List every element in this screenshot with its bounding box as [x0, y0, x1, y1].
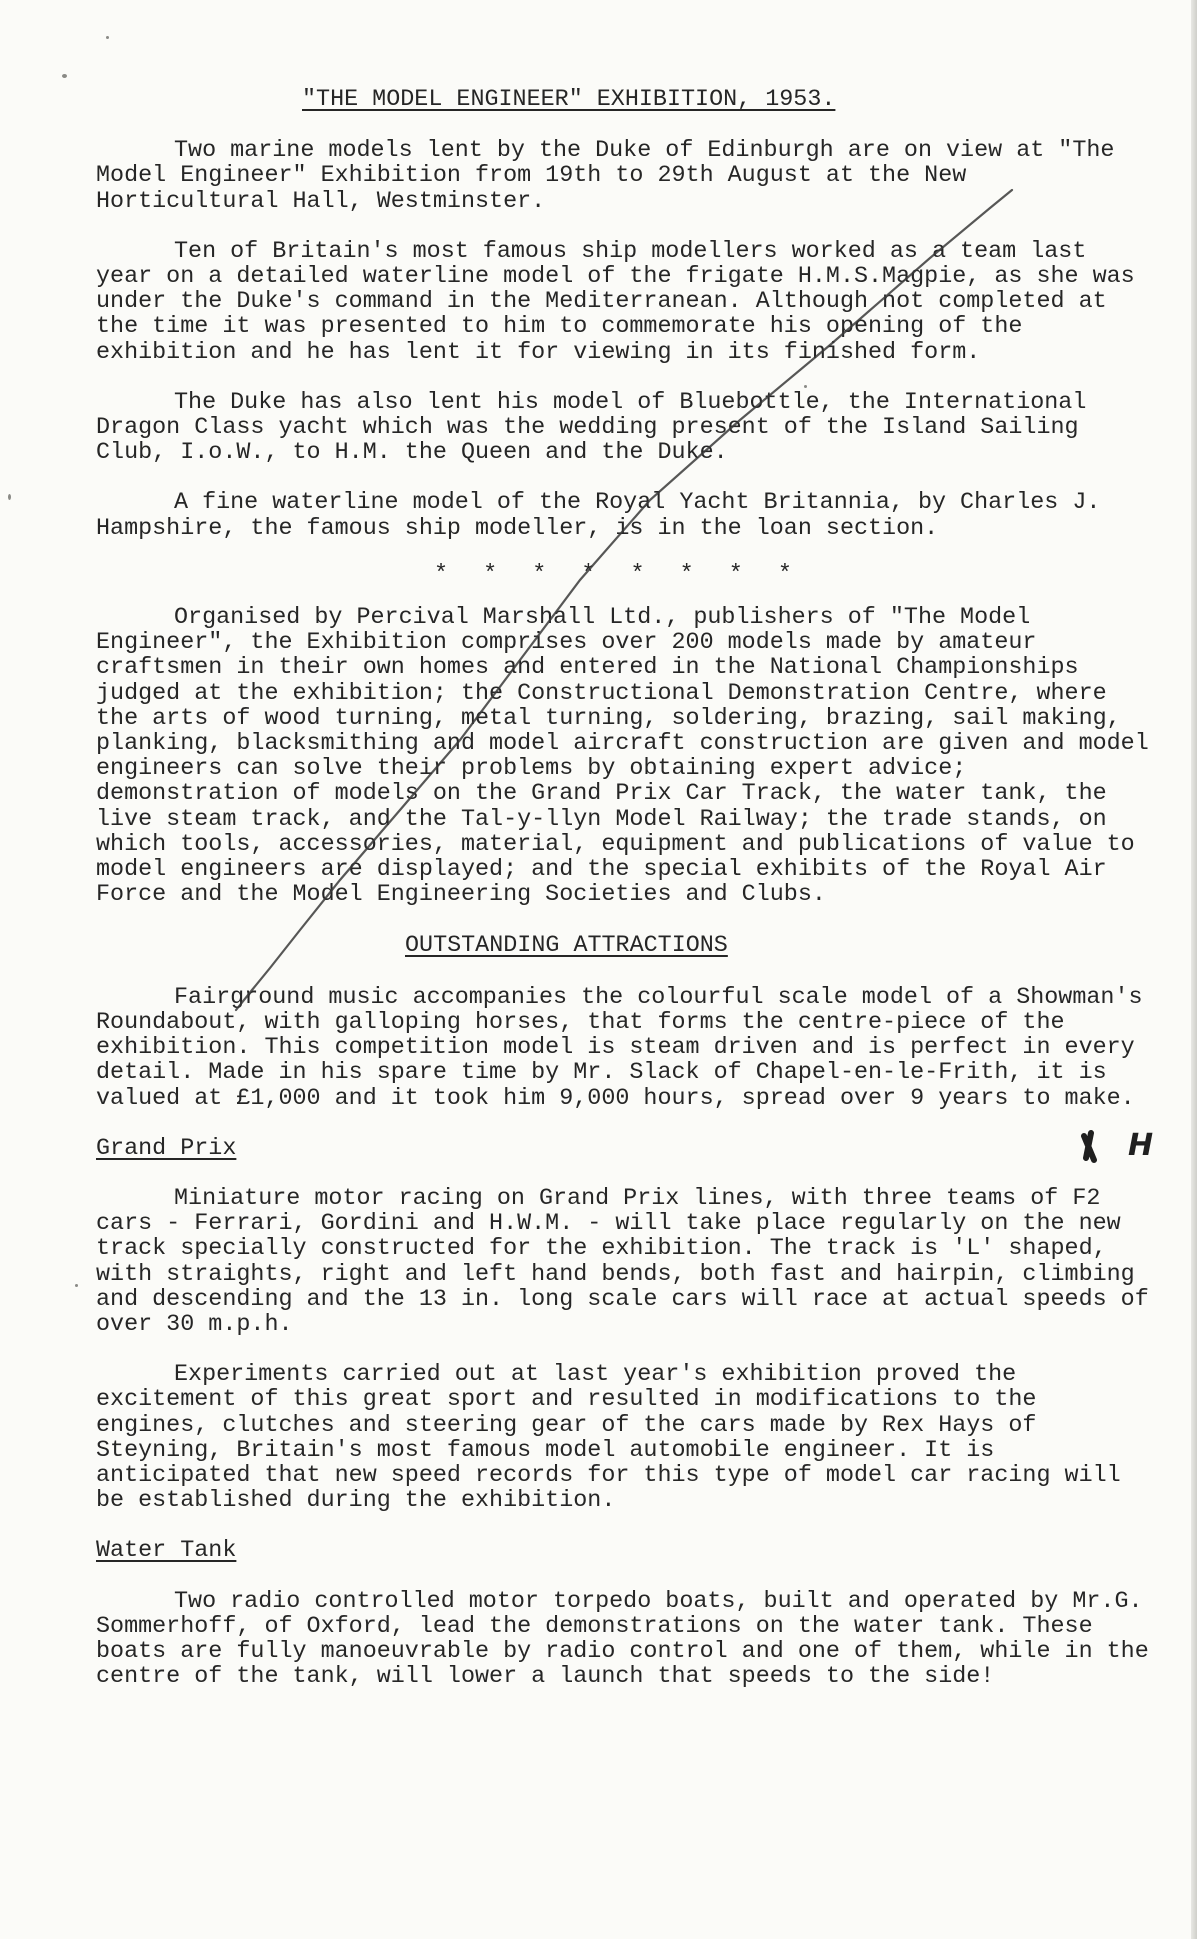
paragraph-duke-models: Two marine models lent by the Duke of Edinburgh are on view at "The Model Engineer" Exhibition from 19th to 29th August at the New Horticultural Hall, Westminster.: [96, 138, 1115, 215]
paragraph-torpedo-boats: Two radio controlled motor torpedo boats, built and operated by Mr.G. Sommerhoff, of Oxford, lead the demonstrations on the water tank. These boats are fully manoeuvrable by radio control and one of them, while in the centre of the tank, will lower a launch that speeds to the side!: [96, 1588, 1149, 1691]
paper-edge: [1191, 0, 1197, 1939]
paper-speck: [75, 1284, 78, 1287]
document-title: "THE MODEL ENGINEER" EXHIBITION, 1953.: [302, 87, 836, 113]
paragraph-organisation: Organised by Percival Marshall Ltd., publishers of "The Model Engineer", the Exhibition comprises over 200 models made by amateur craftsmen in their own homes and entered in the National Championships judged at the exhibition; the Constructional Demonstration Centre, where the arts of wood turning, metal turning, soldering, brazing, sail making, planking, blacksmithing and model aircraft construction are given and model engineers can solve their problems by obtaining expert advice; demonstration of models on the Grand Prix Car Track, the water tank, the live steam track, and the Tal-y-llyn Model Railway; the trade stands, on which tools, accessories, material, equipment and publications of value to model engineers are displayed; and the special exhibits of the Royal Air Force and the Model Engineering Societies and Clubs.: [96, 605, 1149, 909]
section-heading-attractions: OUTSTANDING ATTRACTIONS: [405, 933, 728, 960]
paragraph-grand-prix-experiments: Experiments carried out at last year's exhibition proved the excitement of this great sport and resulted in modifications to the engines, clutches and steering gear of the cars made by Rex Hays of Steyning, Britain's most famous model automobile engineer. It is anticipated that new speed records for this type of model car racing will be established during the exhibition.: [96, 1362, 1121, 1515]
paragraph-magpie-model: Ten of Britain's most famous ship modellers worked as a team last year on a detailed waterline model of the frigate H.M.S.Magpie, as she was under the Duke's command in the Mediterranean. Although not completed at the time it was presented to him to commemorate his opening of the exhibition and he has lent it for viewing in its finished form.: [96, 238, 1135, 366]
paper-speck: [106, 36, 109, 39]
paragraph-grand-prix-racing: Miniature motor racing on Grand Prix lines, with three teams of F2 cars - Ferrari, Gordini and H.W.M. - will take place regularly on the new track specially constructed for the exhibition. The track is 'L' shaped, with straights, right and left hand bends, both fast and hairpin, climbing and descending and the 13 in. long scale cars will race at actual speeds of over 30 m.p.h.: [96, 1185, 1149, 1338]
sub-heading-grand-prix: Grand Prix: [96, 1135, 237, 1162]
star-separator: * * * * * * * *: [434, 561, 803, 588]
document-body: [96, 88, 1156, 1715]
handwritten-annotation: H: [1128, 1128, 1154, 1163]
paper-speck: [62, 74, 67, 78]
paragraph-roundabout: Fairground music accompanies the colourful scale model of a Showman's Roundabout, with galloping horses, that forms the centre-piece of the exhibition. This competition model is steam driven and is perfect in every detail. Made in his spare time by Mr. Slack of Chapel-en-le-Frith, it is valued at £1,000 and it took him 9,000 hours, spread over 9 years to make.: [96, 984, 1143, 1112]
paragraph-britannia: A fine waterline model of the Royal Yacht Britannia, by Charles J. Hampshire, the famous ship modeller, is in the loan section.: [96, 490, 1101, 542]
paper-speck: [8, 494, 11, 500]
paper-speck: [804, 385, 807, 388]
sub-heading-water-tank: Water Tank: [96, 1538, 237, 1565]
paragraph-bluebottle: The Duke has also lent his model of Bluebottle, the International Dragon Class yacht which was the wedding present of the Island Sailing Club, I.o.W., to H.M. the Queen and the Duke.: [96, 389, 1087, 467]
